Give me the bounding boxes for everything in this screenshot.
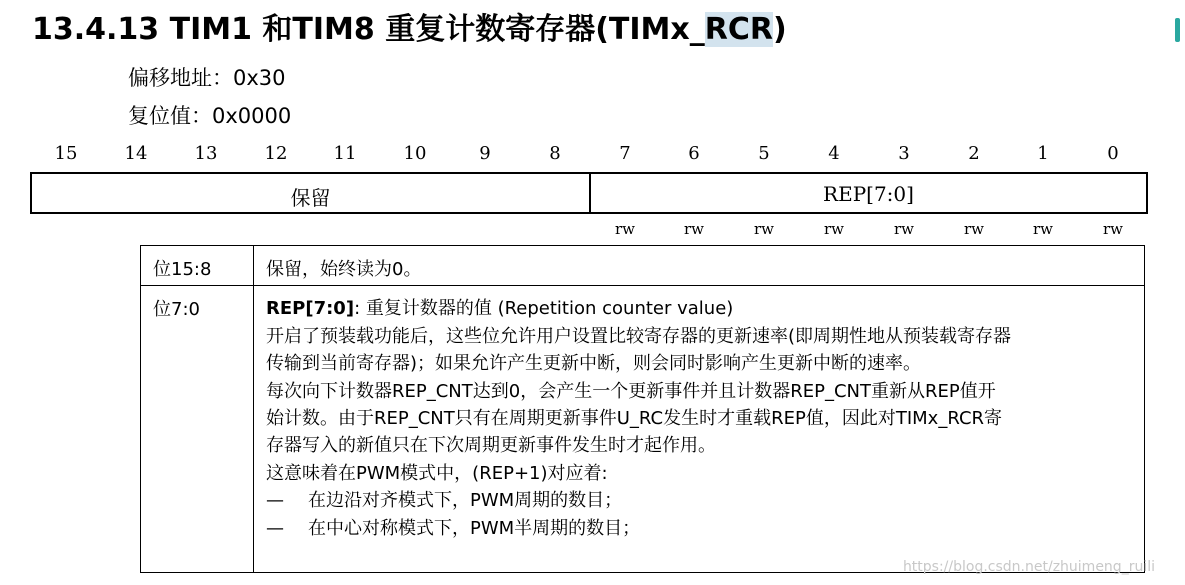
text-line: 存器写入的新值只在下次周期更新事件发生时才起作用。 bbox=[266, 435, 716, 456]
bit-number: 3 bbox=[898, 143, 910, 164]
bit-number: 11 bbox=[333, 143, 357, 164]
access-type: rw bbox=[963, 220, 984, 238]
list-item bbox=[266, 487, 1134, 515]
access-type: rw bbox=[823, 220, 844, 238]
bit-number: 5 bbox=[758, 143, 770, 164]
list-item-text: 在中心对称模式下，PWM半周期的数目； bbox=[308, 518, 641, 539]
table-row bbox=[141, 286, 1145, 573]
field-rep: REP[7:0] bbox=[823, 182, 914, 206]
title-prefix: 13.4.13 TIM1 和TIM8 重复计数寄存器(TIMx_ bbox=[32, 12, 705, 47]
bit-number: 0 bbox=[1107, 143, 1119, 164]
field-heading bbox=[266, 295, 1134, 322]
bit-number: 8 bbox=[549, 143, 561, 164]
bit-number: 7 bbox=[619, 143, 631, 164]
bit-description-cell bbox=[254, 286, 1145, 573]
scroll-indicator[interactable] bbox=[1175, 18, 1180, 42]
field-name: REP[7:0] bbox=[266, 298, 355, 319]
bit-number: 13 bbox=[194, 143, 218, 164]
table-row bbox=[141, 246, 1145, 286]
register-layout-box bbox=[30, 172, 1148, 214]
bit-number: 15 bbox=[54, 143, 78, 164]
text-line: 每次向下计数器REP_CNT达到0，会产生一个更新事件并且计数器REP_CNT重新从REP值开 bbox=[266, 381, 996, 402]
bit-number: 9 bbox=[479, 143, 491, 164]
bit-range-cell: 位15:8 bbox=[141, 246, 254, 286]
reset-value: 复位值：0x0000 bbox=[128, 104, 292, 128]
text-line: 传输到当前寄存器)；如果允许产生更新中断，则会同时影响产生更新中断的速率。 bbox=[266, 353, 922, 374]
bit-number: 12 bbox=[264, 143, 288, 164]
watermark: https://blog.csdn.net/zhuimeng_ruili bbox=[902, 559, 1155, 575]
field-title: : 重复计数器的值 (Repetition counter value) bbox=[354, 298, 734, 319]
bit-number-row bbox=[30, 143, 1148, 167]
bit-description-cell: 保留，始终读为0。 bbox=[254, 246, 1145, 286]
access-type: rw bbox=[683, 220, 704, 238]
text-line: 始计数。由于REP_CNT只有在周期更新事件U_RC发生时才重载REP值，因此对TIMx_RCR寄 bbox=[266, 408, 1003, 429]
list-item-text: 在边沿对齐模式下，PWM周期的数目； bbox=[308, 490, 623, 511]
title-suffix: ) bbox=[772, 12, 787, 47]
bit-number: 6 bbox=[688, 143, 700, 164]
paragraph: 这意味着在PWM模式中，(REP+1)对应着: bbox=[266, 463, 608, 484]
text-line: 开启了预装载功能后，这些位允许用户设置比较寄存器的更新速率(即周期性地从预装载寄存器 bbox=[266, 326, 1012, 347]
bullet-dash: — bbox=[266, 490, 284, 511]
access-type: rw bbox=[1102, 220, 1123, 238]
access-type: rw bbox=[1032, 220, 1053, 238]
access-row bbox=[30, 220, 1148, 240]
access-type: rw bbox=[893, 220, 914, 238]
bit-number: 14 bbox=[124, 143, 148, 164]
title-highlight: RCR bbox=[704, 12, 773, 47]
paragraph bbox=[266, 378, 1134, 459]
bit-number: 4 bbox=[828, 143, 840, 164]
bit-description-table bbox=[140, 245, 1145, 573]
access-type: rw bbox=[753, 220, 774, 238]
bit-range-cell: 位7:0 bbox=[141, 286, 254, 573]
paragraph bbox=[266, 323, 1134, 377]
bullet-dash: — bbox=[266, 518, 284, 539]
offset-address: 偏移地址：0x30 bbox=[128, 66, 286, 90]
section-title bbox=[32, 4, 787, 48]
bit-number: 2 bbox=[968, 143, 980, 164]
bit-number: 1 bbox=[1037, 143, 1049, 164]
list-item bbox=[266, 515, 1134, 543]
access-type: rw bbox=[614, 220, 635, 238]
bit-number: 10 bbox=[403, 143, 427, 164]
field-reserved: 保留 bbox=[290, 186, 331, 210]
